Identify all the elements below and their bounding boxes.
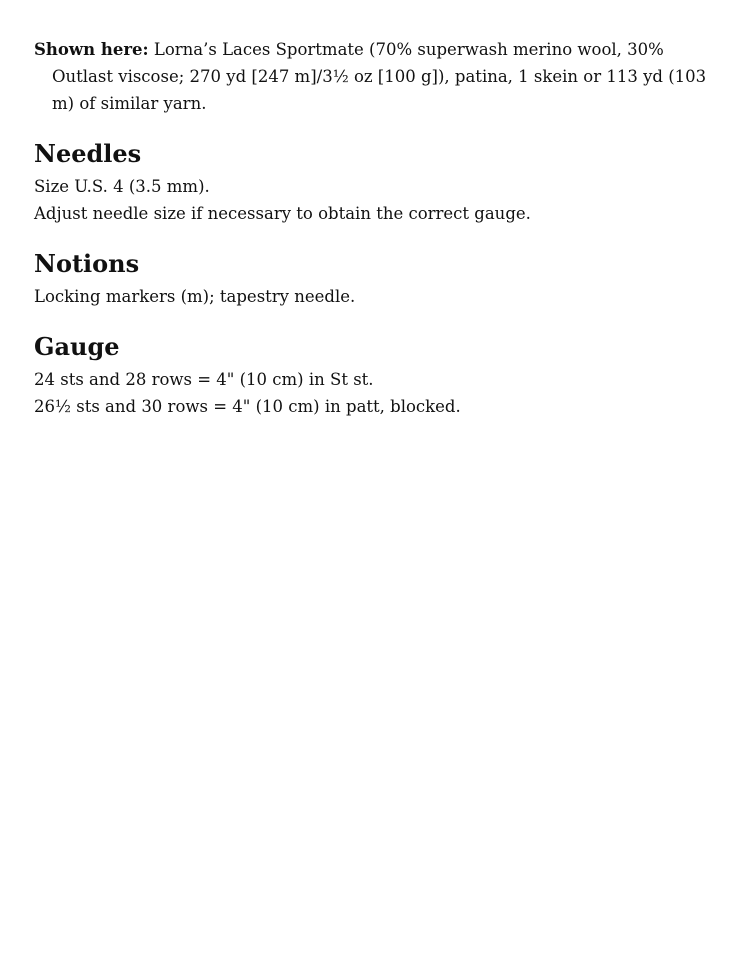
notions-line: Locking markers (m); tapestry needle.	[34, 287, 356, 306]
gauge-pattern-line: 26½ sts and 30 rows = 4" (10 cm) in patt, blocked.	[34, 397, 461, 416]
notions-heading: Notions	[34, 249, 140, 278]
shown-here-label: Shown here:	[34, 40, 149, 59]
needles-heading: Needles	[34, 139, 142, 168]
pattern-materials-page	[34, 36, 714, 420]
needles-adjust-line: Adjust needle size if necessary to obtain the correct gauge.	[34, 204, 531, 223]
gauge-section	[34, 332, 714, 420]
shown-here-text: Lorna’s Laces Sportmate (70% superwash merino wool, 30% Outlast viscose; 270 yd [247 m]/3½ oz [100 g]), patina, 1 skein or 113 yd (103 m) of similar yarn.	[52, 40, 707, 113]
needles-section	[34, 139, 714, 227]
shown-here-paragraph	[34, 36, 714, 117]
needles-size-line: Size U.S. 4 (3.5 mm).	[34, 177, 210, 196]
gauge-stockinette-line: 24 sts and 28 rows = 4" (10 cm) in St st.	[34, 370, 374, 389]
gauge-heading: Gauge	[34, 332, 120, 361]
notions-section	[34, 249, 714, 310]
